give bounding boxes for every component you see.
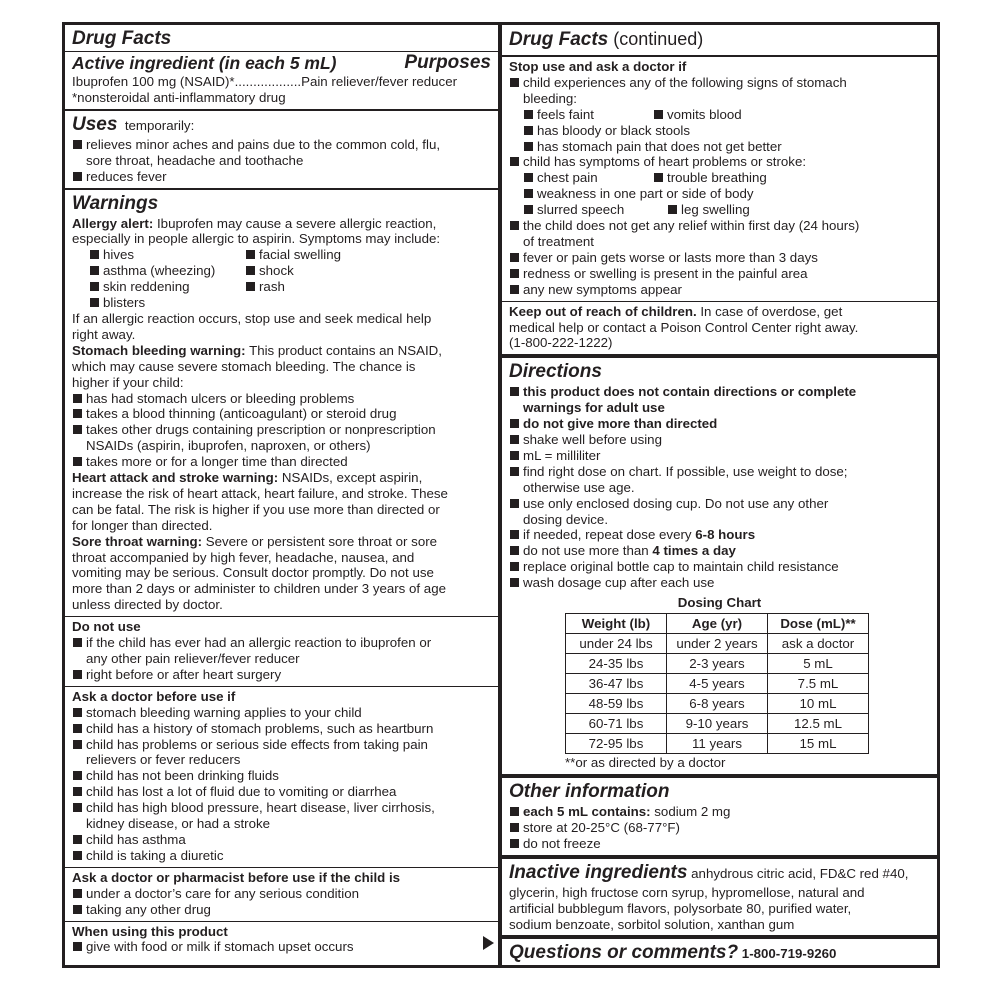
text-line: increase the risk of heart attack, heart failure, and stroke. These — [72, 485, 448, 501]
list-item-continuation: NSAIDs (aspirin, ibuprofen, naproxen, or others) — [86, 438, 371, 454]
directions-bold-list — [509, 384, 930, 432]
table-row — [566, 734, 869, 754]
list-item-text: do not freeze — [523, 835, 601, 851]
inactive-text-more — [509, 885, 930, 933]
list-item-text: has had stomach ulcers or bleeding problems — [86, 390, 355, 406]
questions-phone: 1-800-719-9260 — [738, 946, 837, 962]
list-item-text: taking any other drug — [86, 901, 211, 917]
bullet-square-icon — [73, 708, 82, 717]
bullet-square-icon — [524, 110, 533, 119]
heart-attack-label: Heart attack and stroke warning: — [72, 470, 279, 486]
bullet-square-icon — [246, 250, 255, 259]
table-cell: under 24 lbs — [566, 634, 667, 654]
list-item — [509, 836, 930, 852]
symptoms-col-1 — [89, 247, 245, 311]
list-item — [72, 635, 491, 651]
sore-throat-text-more — [72, 550, 491, 614]
sodium-text: sodium 2 mg — [650, 804, 731, 819]
list-item-text: the child does not get any relief within first day (24 hours) — [523, 218, 860, 234]
table-cell: ask a doctor — [768, 634, 869, 654]
bullet-square-icon — [510, 823, 519, 832]
sodium-item — [509, 804, 930, 820]
bullet-square-icon — [510, 807, 519, 816]
text-line: If an allergic reaction occurs, stop use and seek medical help — [72, 310, 432, 326]
list-item-text: takes other drugs containing prescription or nonprescription — [86, 422, 436, 438]
keep-out-section — [502, 302, 937, 359]
list-item-continuation: of treatment — [523, 233, 594, 249]
text-line: sodium benzoate, sorbitol solution, xanthan gum — [509, 916, 795, 932]
continued-title: Drug Facts — [509, 29, 609, 50]
active-ingredient-heading: Active ingredient (in each 5 mL) — [72, 53, 337, 73]
list-item — [89, 263, 245, 279]
list-item — [72, 939, 491, 955]
bullet-square-icon — [510, 253, 519, 262]
list-item-text: takes more or for a longer time than directed — [86, 454, 348, 470]
stomach-bleeding-label: Stomach bleeding warning: — [72, 342, 246, 358]
stop-use-intro: child experiences any of the following signs of stomach — [523, 74, 847, 90]
list-item-text: has bloody or black stools — [537, 122, 690, 138]
bullet-square-icon — [510, 839, 519, 848]
list-item — [523, 139, 930, 155]
list-item-text: child is taking a diuretic — [86, 847, 224, 863]
symptoms-col-2 — [245, 247, 341, 311]
list-item — [72, 832, 491, 848]
left-column — [65, 25, 498, 958]
table-cell: 4-5 years — [667, 674, 768, 694]
table-row — [566, 634, 869, 654]
list-item-text: if the child has ever had an allergic reaction to ibuprofen or — [86, 635, 432, 651]
list-item — [509, 820, 930, 836]
bullet-square-icon — [510, 285, 519, 294]
list-item-continuation: dosing device. — [523, 511, 609, 527]
list-item — [72, 721, 491, 737]
list-item — [245, 247, 341, 263]
list-item — [509, 464, 930, 480]
list-item — [72, 737, 491, 753]
heart-attack-text-more — [72, 486, 491, 534]
table-row — [566, 714, 869, 734]
table-cell: 60-71 lbs — [566, 714, 667, 734]
table-cell: 10 mL — [768, 694, 869, 714]
bullet-square-icon — [73, 724, 82, 733]
repeat-dose-text: if needed, repeat dose every — [523, 527, 696, 543]
allergy-alert-label: Allergy alert: — [72, 215, 154, 231]
text-line: for longer than directed. — [72, 517, 213, 533]
drug-facts-title: Drug Facts — [72, 28, 172, 49]
other-info-heading: Other information — [509, 781, 670, 802]
bullet-square-icon — [73, 425, 82, 434]
list-item — [72, 406, 491, 422]
symptoms-grid — [72, 247, 491, 311]
bullet-square-icon — [524, 189, 533, 198]
stop-use-list — [509, 218, 930, 298]
list-item — [509, 384, 930, 400]
inactive-heading: Inactive ingredients — [509, 861, 688, 883]
stop-use-item — [509, 154, 930, 170]
heart-pair-2 — [509, 202, 930, 218]
list-item — [509, 218, 930, 234]
inactive-text: anhydrous citric acid, FD&C red #40, — [687, 865, 909, 881]
table-cell: under 2 years — [667, 634, 768, 654]
bullet-square-icon — [510, 499, 519, 508]
table-cell: 6-8 years — [667, 694, 768, 714]
max-dose-item — [509, 543, 930, 559]
bullet-square-icon — [654, 110, 663, 119]
bullet-square-icon — [246, 282, 255, 291]
list-item-text: child has not been drinking fluids — [86, 768, 279, 784]
bullet-square-icon — [73, 942, 82, 951]
text-line: right away. — [72, 326, 136, 342]
allergy-after-text — [72, 311, 491, 343]
heart-sign-text: trouble breathing — [667, 170, 767, 186]
max-dose-bold: 4 times a day — [652, 543, 736, 559]
bullet-square-icon — [510, 221, 519, 230]
list-item-text: any new symptoms appear — [523, 281, 682, 297]
dosing-chart-title: Dosing Chart — [677, 595, 762, 611]
text-line: higher if your child: — [72, 374, 184, 390]
bullet-square-icon — [524, 173, 533, 182]
list-item-text: shake well before using — [523, 432, 662, 448]
list-item — [509, 496, 930, 512]
list-item-text: stomach bleeding warning applies to your child — [86, 704, 362, 720]
list-item-text: has stomach pain that does not get better — [537, 138, 782, 154]
other-info-list — [509, 820, 930, 852]
bullet-square-icon — [73, 140, 82, 149]
text-line: vomiting may be serious. Consult doctor promptly. Do not use — [72, 565, 434, 581]
table-cell: 72-95 lbs — [566, 734, 667, 754]
keep-out-text-more — [509, 320, 930, 352]
repeat-dose-bold: 6-8 hours — [695, 527, 756, 543]
bullet-square-icon — [90, 298, 99, 307]
purposes-heading: Purposes — [404, 52, 491, 73]
bullet-square-icon — [510, 157, 519, 166]
table-cell: 24-35 lbs — [566, 654, 667, 674]
bullet-square-icon — [510, 467, 519, 476]
do-not-use-heading: Do not use — [72, 619, 141, 635]
list-item-text: replace original bottle cap to maintain child resistance — [523, 559, 839, 575]
bullet-square-icon — [73, 889, 82, 898]
list-item-text: child has asthma — [86, 831, 186, 847]
other-info-section — [502, 778, 937, 859]
active-ingredient-section — [65, 25, 498, 111]
list-item-text: skin reddening — [103, 279, 190, 295]
heart-sign-text: weakness in one part or side of body — [537, 186, 754, 202]
bullet-square-icon — [668, 205, 677, 214]
list-item — [89, 247, 245, 263]
active-ingredient-line: Ibuprofen 100 mg (NSAID)*..................Pain reliever/fever reducer — [72, 74, 458, 89]
table-cell: 7.5 mL — [768, 674, 869, 694]
bullet-square-icon — [510, 269, 519, 278]
directions-section — [502, 358, 937, 778]
bullet-square-icon — [524, 126, 533, 135]
text-line: more than 2 days or administer to children under 3 years of age — [72, 581, 446, 597]
inactive-section — [502, 859, 937, 940]
bleeding-sign — [653, 107, 742, 123]
heart-sign — [653, 170, 767, 186]
bullet-square-icon — [510, 562, 519, 571]
list-item — [523, 123, 930, 139]
table-cell: 48-59 lbs — [566, 694, 667, 714]
heart-more — [509, 186, 930, 202]
heart-sign — [523, 186, 930, 202]
directions-heading: Directions — [509, 361, 602, 383]
table-cell: 5 mL — [768, 654, 869, 674]
list-item-continuation: any other pain reliever/fever reducer — [86, 651, 300, 666]
list-item — [72, 422, 491, 438]
bullet-square-icon — [510, 578, 519, 587]
list-item-text: relieves minor aches and pains due to the common cold, flu, — [86, 136, 441, 152]
nsaid-note: *nonsteroidal anti-inflammatory drug — [72, 89, 286, 105]
right-column — [502, 25, 937, 968]
bullet-square-icon — [90, 250, 99, 259]
dosing-chart-header: Dose (mL)** — [768, 614, 869, 634]
directions-list-2 — [509, 559, 930, 591]
list-item-text: redness or swelling is present in the painful area — [523, 265, 808, 281]
bullet-square-icon — [510, 78, 519, 87]
list-item-text: use only enclosed dosing cup. Do not use any other — [523, 495, 829, 511]
text-line: glycerin, high fructose corn syrup, hypromellose, natural and — [509, 884, 865, 900]
bullet-square-icon — [90, 266, 99, 275]
heart-attack-text: NSAIDs, except aspirin, — [278, 470, 423, 486]
list-item-text: facial swelling — [259, 247, 342, 263]
text-line: can be fatal. The risk is higher if you use more than directed or — [72, 501, 440, 517]
directions-list — [509, 432, 930, 527]
list-item — [72, 391, 491, 407]
stop-use-intro-2: bleeding: — [523, 90, 577, 106]
list-item — [509, 432, 930, 448]
allergy-alert-text: Ibuprofen may cause a severe allergic reaction, — [153, 215, 437, 231]
text-line: throat accompanied by high fever, headache, nausea, and — [72, 549, 415, 565]
text-line: (1-800-222-1222) — [509, 335, 613, 351]
list-item-text: rash — [259, 279, 285, 295]
dosing-chart-header-row — [566, 614, 869, 634]
repeat-dose-item — [509, 527, 930, 543]
bullet-square-icon — [510, 419, 519, 428]
bullet-square-icon — [510, 435, 519, 444]
list-item-text: hives — [103, 247, 135, 263]
list-item-text: shock — [259, 263, 294, 279]
questions-section — [502, 939, 937, 968]
list-item — [72, 768, 491, 784]
bullet-square-icon — [73, 172, 82, 181]
bullet-square-icon — [73, 638, 82, 647]
bleeding-more-list — [509, 123, 930, 155]
list-item-text: reduces fever — [86, 168, 167, 184]
list-item — [509, 448, 930, 464]
ask-doctor-section — [65, 687, 498, 868]
list-item — [72, 137, 491, 153]
table-cell: 9-10 years — [667, 714, 768, 734]
warnings-section — [65, 190, 498, 618]
bullet-square-icon — [90, 282, 99, 291]
list-item-text: mL = milliliter — [523, 447, 601, 463]
allergy-alert-text-2: especially in people allergic to aspirin. Symptoms may include: — [72, 231, 441, 247]
stop-use-section — [502, 57, 937, 302]
list-item — [245, 279, 341, 295]
when-using-section — [65, 922, 498, 959]
list-item — [72, 454, 491, 470]
ask-pharmacist-section — [65, 868, 498, 922]
table-cell: 2-3 years — [667, 654, 768, 674]
bullet-square-icon — [654, 173, 663, 182]
list-item-text: do not give more than directed — [523, 416, 718, 432]
dosing-chart-note: **or as directed by a doctor — [565, 755, 726, 771]
bleeding-sign-text: vomits blood — [667, 106, 742, 122]
do-not-use-list — [72, 635, 491, 683]
list-item — [72, 800, 491, 816]
ask-doctor-list — [72, 705, 491, 864]
uses-list — [72, 137, 491, 185]
bullet-square-icon — [510, 530, 519, 539]
continued-title-section — [502, 25, 937, 57]
text-line: artificial bubblegum flavors, polysorbate 80, purified water, — [509, 900, 852, 916]
stomach-bleeding-list — [72, 391, 491, 471]
ask-pharmacist-heading: Ask a doctor or pharmacist before use if the child is — [72, 869, 401, 885]
bullet-square-icon — [73, 851, 82, 860]
keep-out-bold: Keep out of reach of children. — [509, 303, 697, 319]
list-item — [72, 902, 491, 918]
list-item — [509, 266, 930, 282]
list-item-text: this product does not contain directions or complete — [523, 384, 857, 400]
uses-heading: Uses — [72, 113, 118, 135]
list-item — [72, 667, 491, 683]
dosing-chart-body — [566, 634, 869, 754]
max-dose-text: do not use more than — [523, 543, 653, 559]
warnings-heading: Warnings — [72, 192, 159, 214]
bullet-square-icon — [246, 266, 255, 275]
text-line: unless directed by doctor. — [72, 597, 223, 613]
keep-out-text: In case of overdose, get — [696, 303, 843, 319]
when-using-heading: When using this product — [72, 923, 228, 939]
stop-use-heading: Stop use and ask a doctor if — [509, 59, 687, 74]
bullet-square-icon — [524, 142, 533, 151]
list-item — [72, 705, 491, 721]
list-item-text: child has a history of stomach problems, such as heartburn — [86, 720, 434, 736]
table-cell: 11 years — [667, 734, 768, 754]
sodium-bold: each 5 mL contains: — [523, 804, 651, 819]
dosing-chart-table — [565, 613, 869, 754]
dosing-chart-header: Weight (lb) — [566, 614, 667, 634]
list-item — [72, 886, 491, 902]
list-item — [72, 784, 491, 800]
continued-suffix: (continued) — [608, 29, 704, 49]
list-item — [245, 263, 341, 279]
list-item-text: child has problems or serious side effects from taking pain — [86, 736, 428, 752]
list-item — [509, 250, 930, 266]
table-row — [566, 654, 869, 674]
questions-heading: Questions or comments? — [509, 942, 739, 964]
list-item-continuation: warnings for adult use — [523, 400, 665, 416]
list-item — [72, 848, 491, 864]
list-item-text: store at 20-25°C (68-77°F) — [523, 819, 680, 835]
list-item-text: blisters — [103, 295, 146, 311]
bleeding-sign-text: feels faint — [537, 106, 594, 122]
table-cell: 15 mL — [768, 734, 869, 754]
heart-pair — [509, 170, 930, 186]
list-item — [72, 169, 491, 185]
heart-sign — [523, 170, 653, 186]
uses-intro: temporarily: — [124, 117, 195, 133]
heart-sign-text: slurred speech — [537, 202, 625, 218]
list-item-text: right before or after heart surgery — [86, 666, 282, 682]
ask-pharmacist-list — [72, 886, 491, 918]
bullet-square-icon — [510, 387, 519, 396]
list-item-text: takes a blood thinning (anticoagulant) or steroid drug — [86, 406, 397, 422]
bleeding-pair — [509, 107, 930, 123]
bullet-square-icon — [73, 905, 82, 914]
list-item — [89, 279, 245, 295]
text-line: medical help or contact a Poison Control Center right away. — [509, 319, 859, 335]
list-item — [509, 416, 930, 432]
list-item-text: child has lost a lot of fluid due to vomiting or diarrhea — [86, 784, 397, 800]
list-item-text: asthma (wheezing) — [103, 263, 216, 279]
list-item-continuation: otherwise use age. — [523, 479, 635, 495]
bullet-square-icon — [73, 409, 82, 418]
list-item-continuation: kidney disease, or had a stroke — [86, 816, 271, 832]
heart-sign-text: leg swelling — [681, 202, 750, 218]
bullet-square-icon — [524, 205, 533, 214]
heart-symptoms-intro: child has symptoms of heart problems or stroke: — [523, 154, 807, 170]
list-item-continuation: sore throat, headache and toothache — [86, 152, 304, 168]
stomach-bleeding-text: This product contains an NSAID, — [245, 342, 442, 358]
list-item — [509, 575, 930, 591]
bullet-square-icon — [510, 451, 519, 460]
table-row — [566, 674, 869, 694]
bleeding-sign — [523, 107, 653, 123]
stomach-bleeding-text-more — [72, 359, 491, 391]
stop-use-item — [509, 75, 930, 91]
bullet-square-icon — [73, 771, 82, 780]
bullet-square-icon — [73, 787, 82, 796]
list-item-text: give with food or milk if stomach upset occurs — [86, 939, 354, 955]
text-line: which may cause severe stomach bleeding. The chance is — [72, 358, 416, 374]
when-using-list — [72, 939, 491, 955]
table-row — [566, 694, 869, 714]
list-item-text: child has high blood pressure, heart disease, liver cirrhosis, — [86, 800, 435, 816]
list-item — [89, 295, 245, 311]
heart-sign — [523, 202, 667, 218]
do-not-use-section — [65, 617, 498, 687]
bullet-square-icon — [73, 394, 82, 403]
list-item-text: wash dosage cup after each use — [523, 575, 715, 591]
heart-sign — [667, 202, 750, 218]
bullet-square-icon — [73, 803, 82, 812]
bullet-square-icon — [73, 740, 82, 749]
table-cell: 12.5 mL — [768, 714, 869, 734]
sore-throat-label: Sore throat warning: — [72, 533, 203, 549]
list-item-text: fever or pain gets worse or lasts more than 3 days — [523, 249, 818, 265]
continued-arrow-icon — [483, 936, 494, 950]
bullet-square-icon — [73, 835, 82, 844]
heart-sign-text: chest pain — [537, 170, 598, 186]
list-item-text: under a doctor’s care for any serious condition — [86, 885, 359, 901]
list-item — [509, 559, 930, 575]
ask-doctor-heading: Ask a doctor before use if — [72, 688, 236, 704]
table-cell: 36-47 lbs — [566, 674, 667, 694]
bullet-square-icon — [73, 457, 82, 466]
dosing-chart-header: Age (yr) — [667, 614, 768, 634]
list-item-text: find right dose on chart. If possible, use weight to dose; — [523, 463, 848, 479]
bullet-square-icon — [73, 670, 82, 679]
bullet-square-icon — [510, 546, 519, 555]
list-item-continuation: relievers or fever reducers — [86, 752, 241, 768]
list-item — [509, 282, 930, 298]
sore-throat-text: Severe or persistent sore throat or sore — [202, 533, 438, 549]
uses-section — [65, 111, 498, 190]
